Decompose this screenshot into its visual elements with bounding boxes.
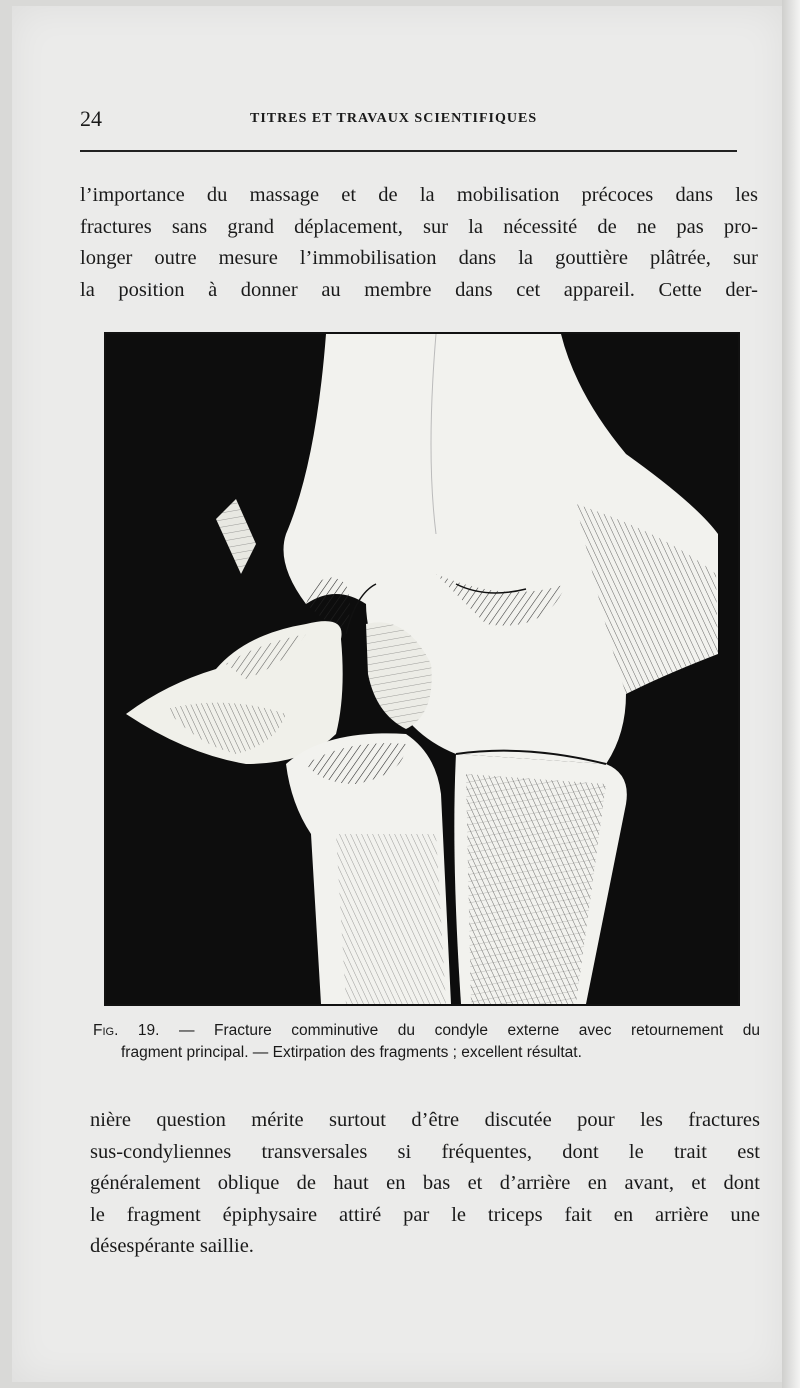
text-line: longer outre mesure l’immobilisation dans la gouttière plâtrée, sur [80, 247, 758, 269]
text-line: l’importance du massage et de la mobilisation précoces dans les [80, 184, 758, 206]
caption-text-1: — Fracture comminutive du condyle externe avec retournement du [159, 1022, 760, 1039]
paragraph-bottom [90, 1105, 760, 1263]
paragraph-top [80, 180, 758, 306]
figure-caption [93, 1020, 760, 1064]
text-line: désespérante saillie. [90, 1235, 254, 1257]
page-edge [782, 0, 800, 1388]
figure-label: Fig. 19. [93, 1022, 160, 1039]
caption-line: fragment principal. — Extirpation des fragments ; excellent résultat. [121, 1044, 582, 1061]
text-line: fractures sans grand déplacement, sur la nécessité de ne pas pro- [80, 215, 758, 238]
fracture-illustration [104, 332, 740, 1006]
text-line: le fragment épiphysaire attiré par le triceps fait en arrière une [90, 1203, 760, 1226]
header-rule [80, 150, 737, 152]
text-line: la position à donner au membre dans cet appareil. Cette der- [80, 278, 758, 301]
page-number: 24 [80, 106, 102, 131]
running-title: TITRES ET TRAVAUX SCIENTIFIQUES [250, 111, 538, 126]
bone-engraving [106, 334, 738, 1004]
text-line: sus-condyliennes transversales si fréquentes, dont le trait est [90, 1140, 760, 1163]
text-line: généralement oblique de haut en bas et d’arrière en avant, et dont [90, 1172, 760, 1194]
caption-line [93, 1020, 760, 1042]
text-line: nière question mérite surtout d’être discutée pour les fractures [90, 1109, 760, 1131]
